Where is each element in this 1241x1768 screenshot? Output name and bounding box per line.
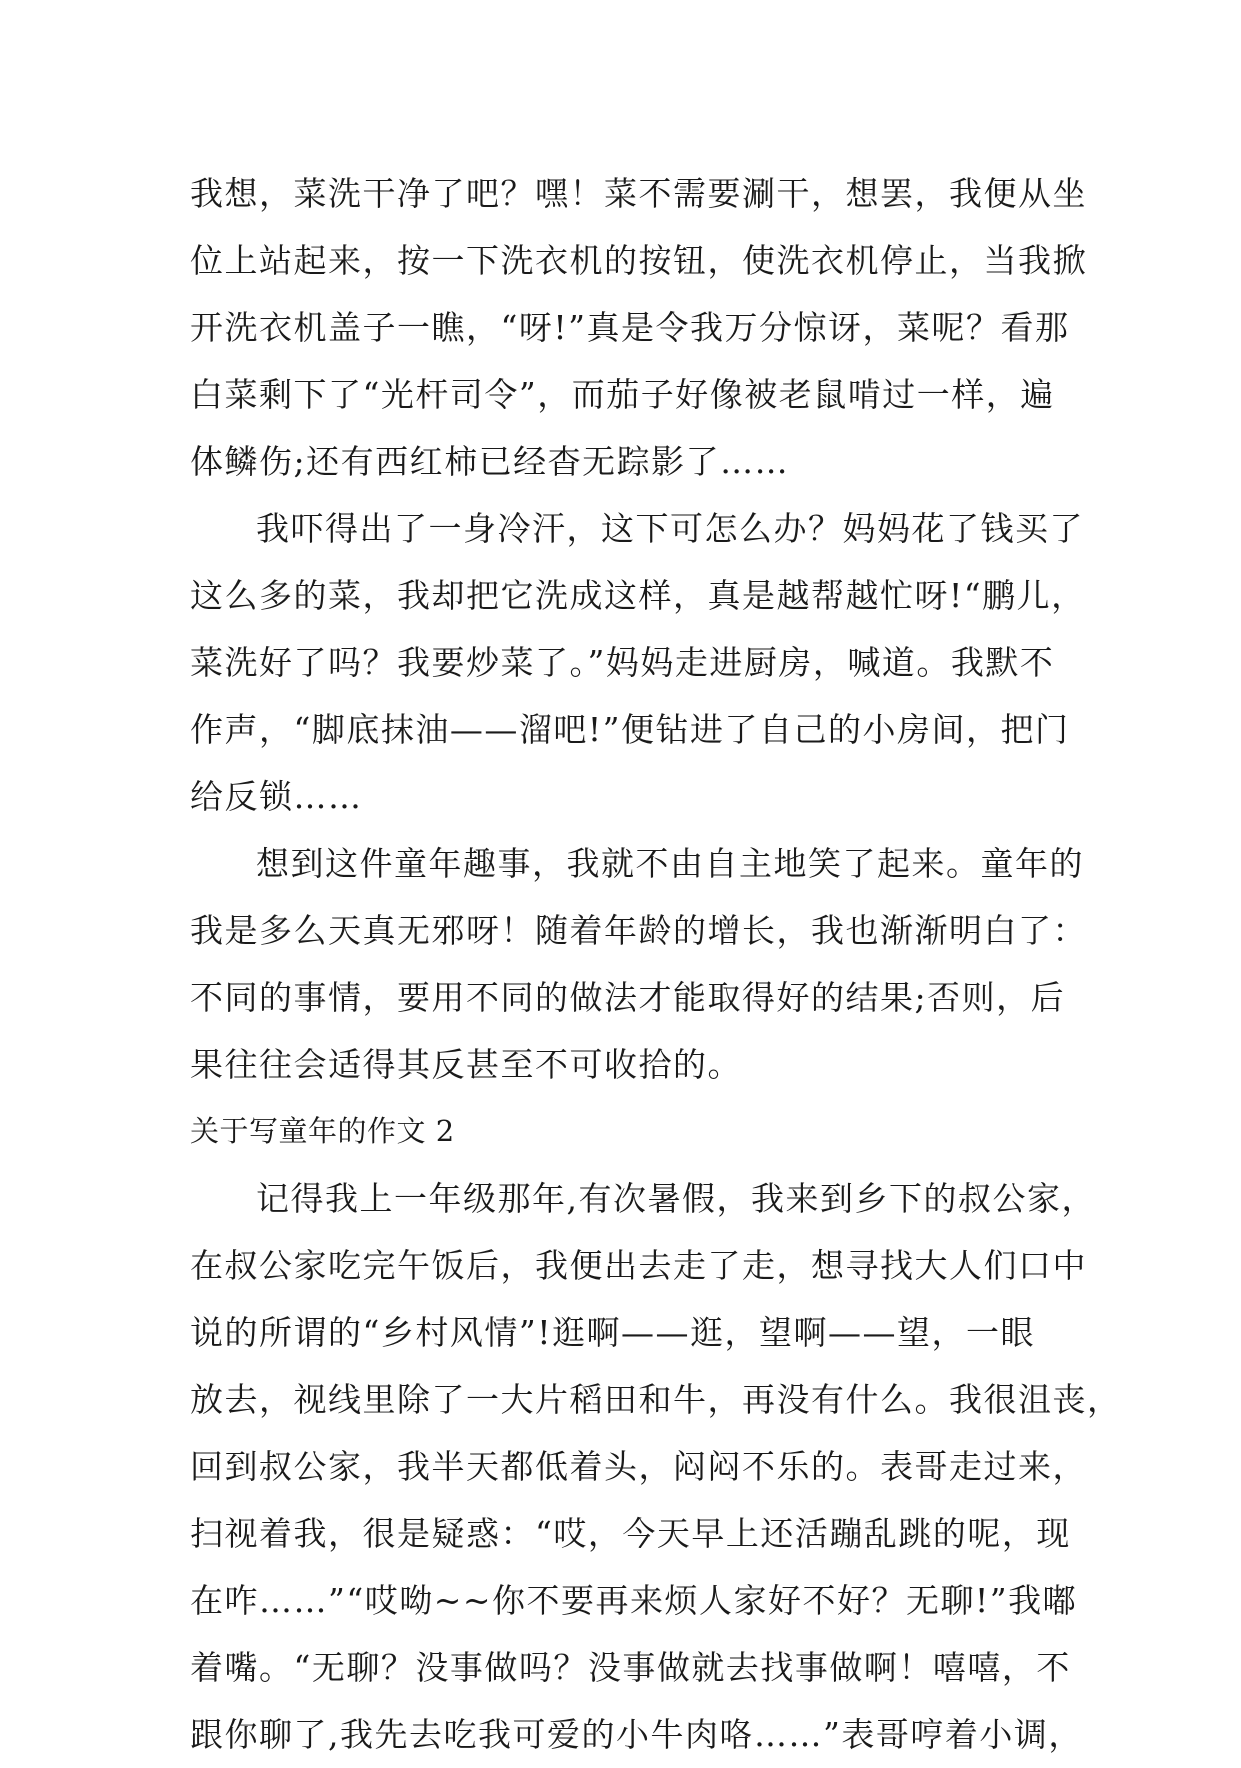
text-line: 记得我上一年级那年,有次暑假，我来到乡下的叔公家， <box>256 1179 1096 1218</box>
text-line: 在咋……”“哎呦~~你不要再来烦人家好不好？无聊!”我嘟 <box>190 1581 1078 1620</box>
text-line: 放去，视线里除了一大片稻田和牛，再没有什么。我很沮丧， <box>190 1380 1122 1419</box>
text-line: 菜洗好了吗？我要炒菜了。”妈妈走进厨房，喊道。我默不 <box>190 643 1055 682</box>
text-line: 在叔公家吃完午饭后，我便出去走了走，想寻找大人们口中 <box>190 1246 1087 1285</box>
text-line: 跟你聊了,我先去吃我可爱的小牛肉咯……”表哥哼着小调， <box>190 1715 1083 1754</box>
text-line: 开洗衣机盖子一瞧，“呀!”真是令我万分惊讶，菜呢？看那 <box>190 308 1070 347</box>
text-line: 着嘴。“无聊？没事做吗？没事做就去找事做啊！嘻嘻，不 <box>190 1648 1071 1687</box>
paragraph <box>190 830 1087 1098</box>
text-line: 不同的事情，要用不同的做法才能取得好的结果;否则，后 <box>190 978 1066 1017</box>
text-line: 给反锁…… <box>190 777 363 816</box>
text-line: 作声，“脚底抹油——溜吧!”便钻进了自己的小房间，把门 <box>190 710 1070 749</box>
paragraph <box>190 1165 1122 1768</box>
text-line: 我是多么天真无邪呀！随着年龄的增长，我也渐渐明白了： <box>190 911 1087 950</box>
text-line: 白菜剩下了“光杆司令”，而茄子好像被老鼠啃过一样，遍 <box>190 375 1055 414</box>
text-line: 扫视着我，很是疑惑：“哎，今天早上还活蹦乱跳的呢，现 <box>190 1514 1071 1553</box>
text-line: 果往往会适得其反甚至不可收拾的。 <box>190 1045 742 1084</box>
text-line: 这么多的菜，我却把它洗成这样，真是越帮越忙呀!“鹏儿， <box>190 576 1086 615</box>
paragraph <box>190 495 1086 830</box>
text-line: 我想，菜洗干净了吧？嘿！菜不需要涮干，想罢，我便从坐 <box>190 174 1087 213</box>
document-page <box>190 160 1122 1768</box>
text-line: 想到这件童年趣事，我就不由自主地笑了起来。童年的 <box>256 844 1084 883</box>
text-line: 回到叔公家，我半天都低着头，闷闷不乐的。表哥走过来， <box>190 1447 1087 1486</box>
text-line: 体鳞伤;还有西红柿已经杳无踪影了…… <box>190 442 790 481</box>
text-line: 说的所谓的“乡村风情”!逛啊——逛，望啊——望，一眼 <box>190 1313 1036 1352</box>
section-heading: 关于写童年的作文 2 <box>190 1114 455 1148</box>
text-line: 我吓得出了一身冷汗，这下可怎么办？妈妈花了钱买了 <box>256 509 1084 548</box>
paragraph <box>190 160 1087 495</box>
text-line: 位上站起来，按一下洗衣机的按钮，使洗衣机停止，当我掀 <box>190 241 1087 280</box>
